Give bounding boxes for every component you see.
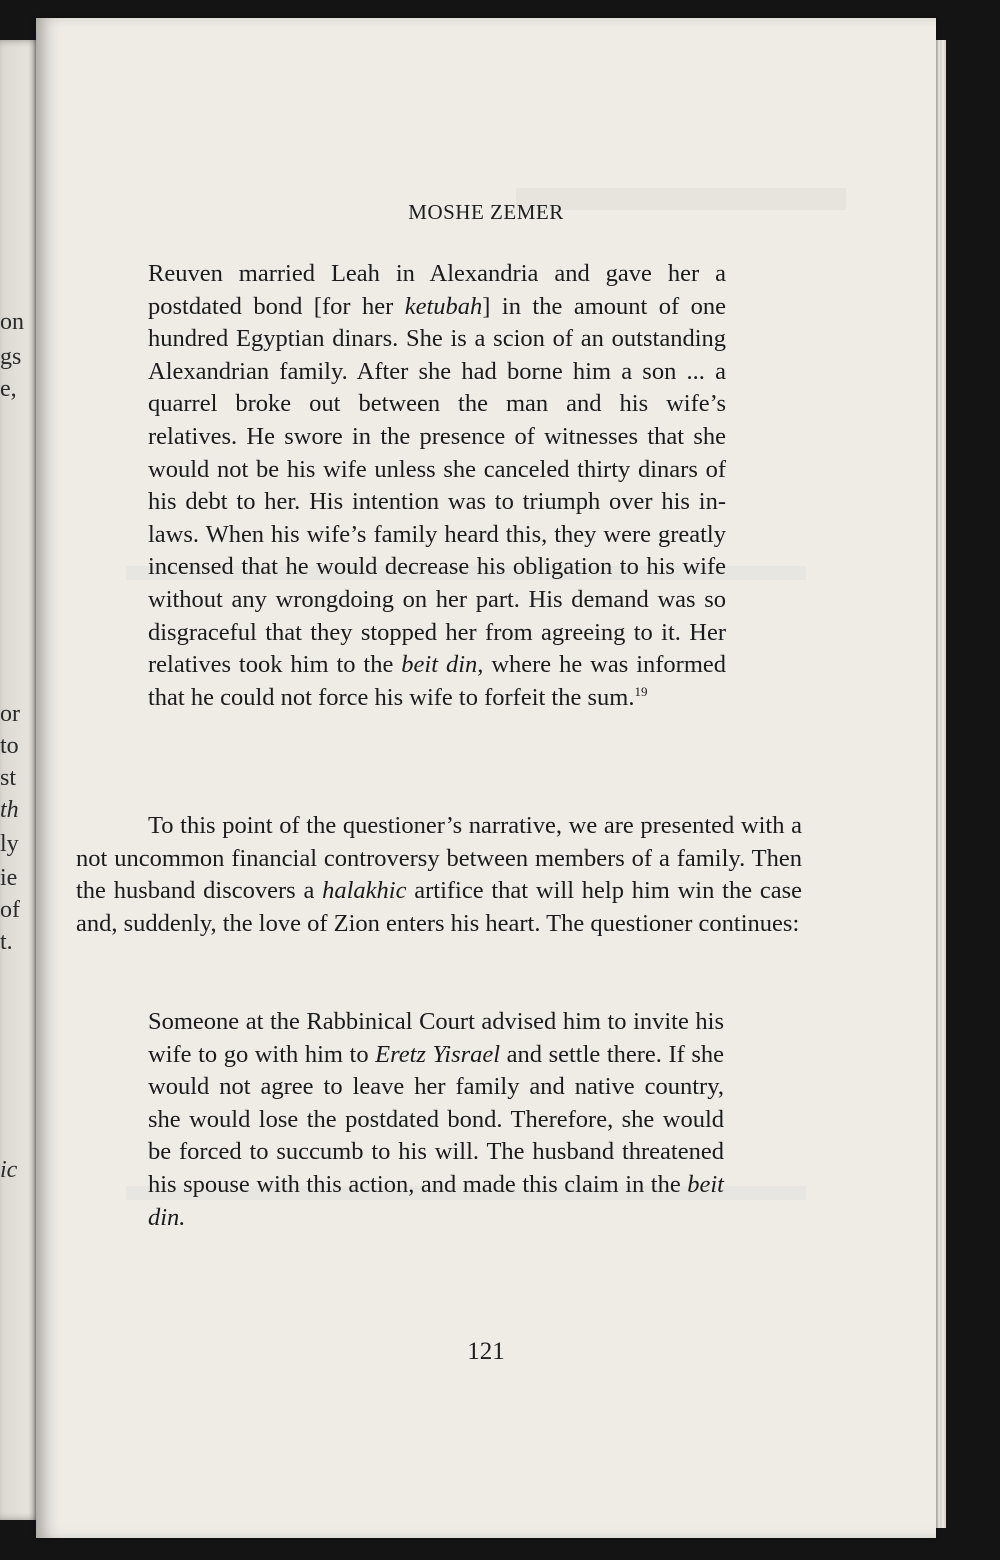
quote-text: Reuven married Leah in Alexandria and gave her a postdated bond [for her xyxy=(148,260,726,320)
book-page xyxy=(36,18,936,1538)
left-page-edge xyxy=(0,40,40,1520)
italic-term: halakhic xyxy=(322,877,407,905)
paragraph-text: To this point of the questioner’s narrative, we are presented with a not uncommon financial controversy between members of a family. Then the husband discovers a xyxy=(76,812,802,905)
quote-text: where he was informed that he could not force his wife to forfeit the sum. xyxy=(148,651,727,711)
block-quote xyxy=(148,258,726,714)
body-paragraph xyxy=(76,810,802,940)
left-page-fragment: st xyxy=(0,765,17,791)
left-page-fragment: of xyxy=(0,897,20,923)
left-page-fragment: ly xyxy=(0,831,19,857)
quote-text: and settle there. If she would not agree to leave her family and native country, she would lose the postdated bond. Therefore, she would be forced to succumb to his will. The husband threatened his spouse with this action, and made this claim in the xyxy=(148,1040,724,1198)
page-number: 121 xyxy=(467,1338,505,1365)
quote-text: Someone at the Rabbinical Court advised him to invite his wife to go with him to xyxy=(148,1008,724,1068)
quote-text: ] in the amount of one hundred Egyptian dinars. She is a scion of an outstanding Alexandrian family. After she had borne him a son ... a quarrel broke out between the man and his wife’s relatives. He swore in the presence of witnesses that she would not be his wife unless she canceled thirty dinars of his debt to her. His intention was to triumph over his in-laws. When his wife’s family heard this, they were greatly incensed that he would decrease his obligation to his wife without any wrongdoing on her part. His demand was so disgraceful that they stopped her from agreeing to it. Her relatives took him to the xyxy=(148,292,726,679)
italic-term: Eretz Yisrael xyxy=(375,1040,501,1068)
left-page-fragment: to xyxy=(0,733,19,759)
left-page-fragment: gs xyxy=(0,344,22,370)
left-page-fragment: th xyxy=(0,797,19,823)
left-page-fragment: ie xyxy=(0,865,18,891)
block-quote xyxy=(148,1006,724,1234)
left-page-fragment: t. xyxy=(0,929,13,955)
left-page-fragment: e, xyxy=(0,376,17,402)
left-page-fragment: on xyxy=(0,309,24,335)
italic-term: ketubah xyxy=(404,292,483,320)
italic-term: beit din. xyxy=(148,1170,724,1231)
paragraph-text: artifice that will help him win the case and, suddenly, the love of Zion enters his heart. The questioner continues: xyxy=(76,877,802,937)
left-page-fragment: ic xyxy=(0,1157,18,1183)
footnote-marker: 19 xyxy=(634,683,648,699)
running-head: MOSHE ZEMER xyxy=(408,200,564,224)
italic-term: beit din, xyxy=(401,651,484,679)
left-page-fragment: or xyxy=(0,701,20,727)
